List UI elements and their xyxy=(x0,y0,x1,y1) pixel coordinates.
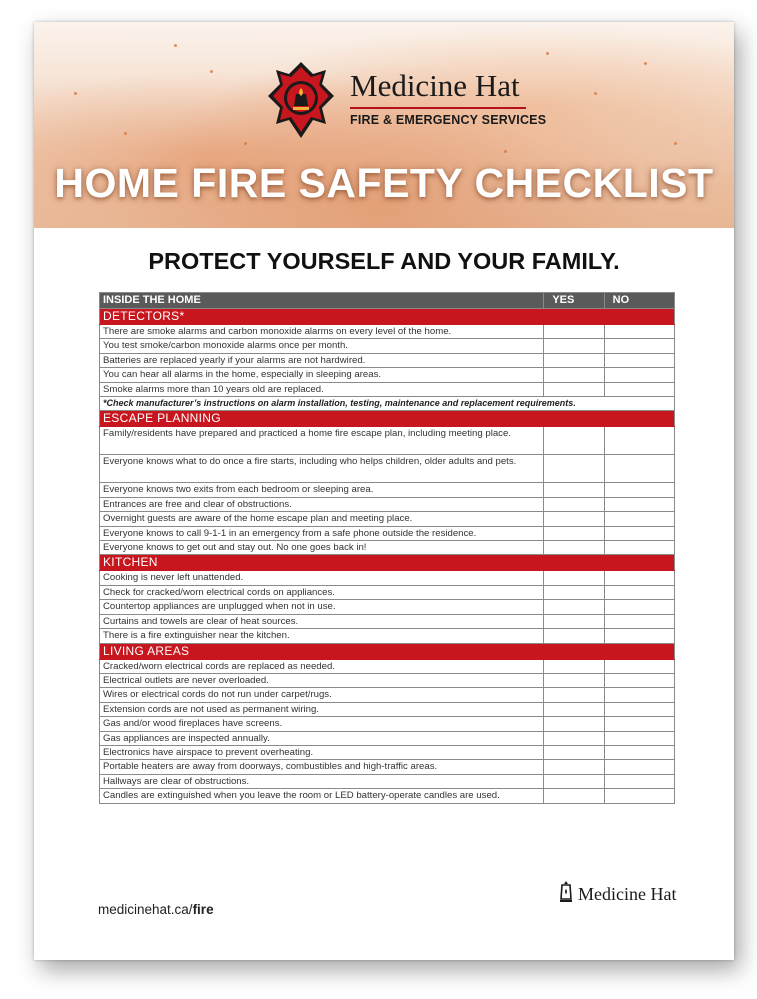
yes-checkbox[interactable] xyxy=(544,731,604,745)
item-text: Portable heaters are away from doorways, combustibles and high-traffic areas. xyxy=(100,760,544,774)
item-text: Check for cracked/worn electrical cords on appliances. xyxy=(100,585,544,599)
brand-name: Medicine Hat xyxy=(350,68,520,103)
no-checkbox[interactable] xyxy=(604,382,674,396)
section-header-kitchen: KITCHEN xyxy=(100,555,675,571)
table-row xyxy=(100,717,675,731)
detectors-note: *Check manufacturer’s instructions on alarm installation, testing, maintenance and replacement requirements. xyxy=(100,397,675,411)
table-row xyxy=(100,382,675,396)
checklist-table xyxy=(99,292,675,804)
table-row xyxy=(100,541,675,555)
yes-checkbox[interactable] xyxy=(544,688,604,702)
no-checkbox[interactable] xyxy=(604,353,674,367)
yes-checkbox[interactable] xyxy=(544,353,604,367)
no-checkbox[interactable] xyxy=(604,571,674,585)
item-text: Cracked/worn electrical cords are replaced as needed. xyxy=(100,659,544,673)
yes-checkbox[interactable] xyxy=(544,526,604,540)
item-text: Batteries are replaced yearly if your alarms are not hardwired. xyxy=(100,353,544,367)
table-row xyxy=(100,774,675,788)
no-checkbox[interactable] xyxy=(604,659,674,673)
column-header-no: NO xyxy=(604,293,674,309)
no-checkbox[interactable] xyxy=(604,731,674,745)
footer-url-bold: fire xyxy=(192,902,214,917)
item-text: Countertop appliances are unplugged when not in use. xyxy=(100,600,544,614)
checklist-sheet xyxy=(34,22,734,960)
yes-checkbox[interactable] xyxy=(544,585,604,599)
no-checkbox[interactable] xyxy=(604,541,674,555)
section-header-living-areas: LIVING AREAS xyxy=(100,643,675,659)
table-row xyxy=(100,659,675,673)
table-row xyxy=(100,526,675,540)
yes-checkbox[interactable] xyxy=(544,774,604,788)
fire-services-logo xyxy=(266,60,547,140)
yes-checkbox[interactable] xyxy=(544,614,604,628)
no-checkbox[interactable] xyxy=(604,483,674,497)
no-checkbox[interactable] xyxy=(604,339,674,353)
item-text: Everyone knows what to do once a fire starts, including who helps children, older adults and pets. xyxy=(100,455,544,483)
item-text: Everyone knows two exits from each bedroom or sleeping area. xyxy=(100,483,544,497)
item-text: Gas appliances are inspected annually. xyxy=(100,731,544,745)
table-row xyxy=(100,339,675,353)
table-row xyxy=(100,673,675,687)
yes-checkbox[interactable] xyxy=(544,673,604,687)
yes-checkbox[interactable] xyxy=(544,717,604,731)
table-row xyxy=(100,368,675,382)
table-row xyxy=(100,497,675,511)
table-row xyxy=(100,731,675,745)
city-emblem-icon xyxy=(558,880,574,906)
yes-checkbox[interactable] xyxy=(544,629,604,643)
yes-checkbox[interactable] xyxy=(544,541,604,555)
table-row xyxy=(100,353,675,367)
no-checkbox[interactable] xyxy=(604,745,674,759)
maltese-cross-badge-icon xyxy=(266,60,336,140)
section-header-escape-planning: ESCAPE PLANNING xyxy=(100,411,675,427)
table-row xyxy=(100,702,675,716)
no-checkbox[interactable] xyxy=(604,512,674,526)
table-row xyxy=(100,585,675,599)
footer-city-logo xyxy=(558,880,688,910)
header-banner xyxy=(34,22,734,228)
yes-checkbox[interactable] xyxy=(544,483,604,497)
no-checkbox[interactable] xyxy=(604,455,674,483)
item-text: There are smoke alarms and carbon monoxide alarms on every level of the home. xyxy=(100,325,544,339)
yes-checkbox[interactable] xyxy=(544,512,604,526)
table-row xyxy=(100,760,675,774)
table-row xyxy=(100,571,675,585)
table-row xyxy=(100,483,675,497)
yes-checkbox[interactable] xyxy=(544,455,604,483)
table-row xyxy=(100,512,675,526)
no-checkbox[interactable] xyxy=(604,585,674,599)
item-text: You can hear all alarms in the home, especially in sleeping areas. xyxy=(100,368,544,382)
item-text: Cooking is never left unattended. xyxy=(100,571,544,585)
yes-checkbox[interactable] xyxy=(544,702,604,716)
table-row xyxy=(100,614,675,628)
item-text: Family/residents have prepared and practiced a home fire escape plan, including meeting place. xyxy=(100,427,544,455)
section-header-detectors: DETECTORS* xyxy=(100,309,675,325)
yes-checkbox[interactable] xyxy=(544,382,604,396)
no-checkbox[interactable] xyxy=(604,702,674,716)
table-row xyxy=(100,688,675,702)
no-checkbox[interactable] xyxy=(604,789,674,803)
no-checkbox[interactable] xyxy=(604,325,674,339)
page-title: HOME FIRE SAFETY CHECKLIST xyxy=(54,160,714,206)
item-text: Electronics have airspace to prevent overheating. xyxy=(100,745,544,759)
brand-subtitle: FIRE & EMERGENCY SERVICES xyxy=(350,113,547,127)
footer-url-link[interactable] xyxy=(98,902,214,917)
item-text: Smoke alarms more than 10 years old are replaced. xyxy=(100,382,544,396)
table-row xyxy=(100,455,675,483)
no-checkbox[interactable] xyxy=(604,600,674,614)
no-checkbox[interactable] xyxy=(604,673,674,687)
no-checkbox[interactable] xyxy=(604,368,674,382)
table-row xyxy=(100,600,675,614)
item-text: Gas and/or wood fireplaces have screens. xyxy=(100,717,544,731)
yes-checkbox[interactable] xyxy=(544,760,604,774)
table-row xyxy=(100,325,675,339)
footer-brand-name: Medicine Hat xyxy=(578,884,677,904)
no-checkbox[interactable] xyxy=(604,688,674,702)
yes-checkbox[interactable] xyxy=(544,325,604,339)
item-text: Everyone knows to get out and stay out. No one goes back in! xyxy=(100,541,544,555)
no-checkbox[interactable] xyxy=(604,526,674,540)
yes-checkbox[interactable] xyxy=(544,339,604,353)
no-checkbox[interactable] xyxy=(604,614,674,628)
item-text: There is a fire extinguisher near the kitchen. xyxy=(100,629,544,643)
no-checkbox[interactable] xyxy=(604,774,674,788)
item-text: You test smoke/carbon monoxide alarms once per month. xyxy=(100,339,544,353)
item-text: Entrances are free and clear of obstructions. xyxy=(100,497,544,511)
item-text: Wires or electrical cords do not run under carpet/rugs. xyxy=(100,688,544,702)
yes-checkbox[interactable] xyxy=(544,571,604,585)
no-checkbox[interactable] xyxy=(604,497,674,511)
no-checkbox[interactable] xyxy=(604,629,674,643)
item-text: Hallways are clear of obstructions. xyxy=(100,774,544,788)
item-text: Everyone knows to call 9-1-1 in an emergency from a safe phone outside the residence. xyxy=(100,526,544,540)
yes-checkbox[interactable] xyxy=(544,497,604,511)
yes-checkbox[interactable] xyxy=(544,789,604,803)
yes-checkbox[interactable] xyxy=(544,600,604,614)
page-subtitle: PROTECT YOURSELF AND YOUR FAMILY. xyxy=(148,248,620,274)
item-text: Electrical outlets are never overloaded. xyxy=(100,673,544,687)
table-header-row xyxy=(100,293,675,309)
yes-checkbox[interactable] xyxy=(544,745,604,759)
item-text: Overnight guests are aware of the home escape plan and meeting place. xyxy=(100,512,544,526)
no-checkbox[interactable] xyxy=(604,717,674,731)
column-header-yes: YES xyxy=(544,293,604,309)
column-header-item: INSIDE THE HOME xyxy=(100,293,544,309)
table-row xyxy=(100,629,675,643)
brand-rule xyxy=(350,107,526,109)
item-text: Curtains and towels are clear of heat sources. xyxy=(100,614,544,628)
table-row xyxy=(100,745,675,759)
item-text: Extension cords are not used as permanent wiring. xyxy=(100,702,544,716)
table-row xyxy=(100,789,675,803)
yes-checkbox[interactable] xyxy=(544,427,604,455)
detectors-note-row xyxy=(100,397,675,411)
yes-checkbox[interactable] xyxy=(544,659,604,673)
item-text: Candles are extinguished when you leave the room or LED battery-operate candles are used. xyxy=(100,789,544,803)
no-checkbox[interactable] xyxy=(604,427,674,455)
no-checkbox[interactable] xyxy=(604,760,674,774)
yes-checkbox[interactable] xyxy=(544,368,604,382)
table-row xyxy=(100,427,675,455)
footer-url-plain: medicinehat.ca/ xyxy=(98,902,193,917)
